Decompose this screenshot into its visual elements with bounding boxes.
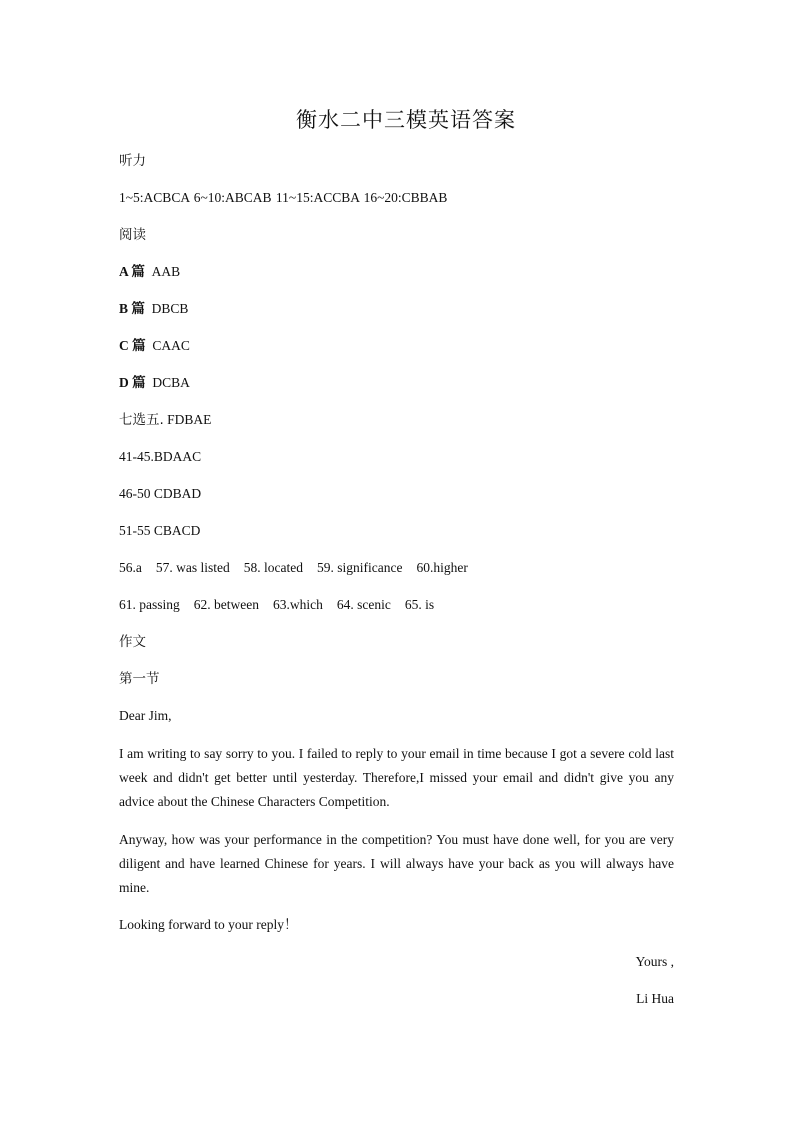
answer-64: 64. scenic — [336, 597, 391, 612]
writing-heading: 作文 — [119, 634, 146, 650]
letter-paragraph-1: I am writing to say sorry to you. I failed to reply to your email in time because I got a severe cold last week and didn't get better until yesterday. Therefore,I missed your email and didn't give you any advice about the Chinese Characters Competition. — [119, 746, 674, 809]
reading-part-b-answer: DBCB — [151, 301, 189, 316]
reading-part-c — [119, 335, 674, 357]
listening-answers: 1~5:ACBCA 6~10:ABCAB 11~15:ACCBA 16~20:CBBAB — [119, 190, 448, 205]
seven-choose-five-answer: FDBAE — [167, 412, 212, 427]
reading-part-d-label: D 篇 — [119, 375, 146, 391]
answer-56: 56.a — [119, 560, 142, 575]
letter-signature: Li Hua — [636, 991, 674, 1006]
answer-60: 60.higher — [416, 560, 468, 575]
reading-part-a — [119, 261, 674, 283]
seven-choose-five — [119, 409, 674, 431]
answer-57: 57. was listed — [155, 560, 230, 575]
cloze-46-50: 46-50 CDBAD — [119, 486, 202, 501]
letter-paragraph-2: Anyway, how was your performance in the competition? You must have done well, for you are very diligent and have learned Chinese for years. I will always have your back as you will always have mine. — [119, 832, 674, 895]
reading-part-c-answer: CAAC — [152, 338, 190, 353]
reading-part-b — [119, 298, 674, 320]
answer-63: 63.which — [272, 597, 323, 612]
letter-greeting: Dear Jim, — [119, 708, 172, 723]
answer-61: 61. passing — [119, 597, 180, 612]
letter-closing: Yours , — [635, 954, 674, 969]
reading-part-b-label: B 篇 — [119, 301, 145, 317]
answer-content — [119, 150, 674, 1025]
reading-part-d-answer: DCBA — [152, 375, 190, 390]
cloze-41-45: 41-45.BDAAC — [119, 449, 202, 464]
listening-heading: 听力 — [119, 153, 146, 169]
page-title: 衡水二中三模英语答案 — [296, 108, 516, 132]
reading-part-a-answer: AAB — [151, 264, 181, 279]
cloze-51-55: 51-55 CBACD — [119, 523, 201, 538]
reading-part-c-label: C 篇 — [119, 338, 146, 354]
answer-62: 62. between — [193, 597, 259, 612]
reading-part-a-label: A 篇 — [119, 264, 145, 280]
reading-heading: 阅读 — [119, 227, 146, 243]
answer-65: 65. is — [404, 597, 435, 612]
answer-59: 59. significance — [316, 560, 403, 575]
letter-paragraph-3: Looking forward to your reply！ — [119, 917, 298, 932]
grammar-fill-row-1 — [119, 557, 674, 579]
grammar-fill-row-2 — [119, 594, 674, 616]
reading-part-d — [119, 372, 674, 394]
answer-58: 58. located — [243, 560, 303, 575]
writing-section-label: 第一节 — [119, 671, 160, 687]
seven-choose-five-label: 七选五. — [119, 412, 164, 428]
